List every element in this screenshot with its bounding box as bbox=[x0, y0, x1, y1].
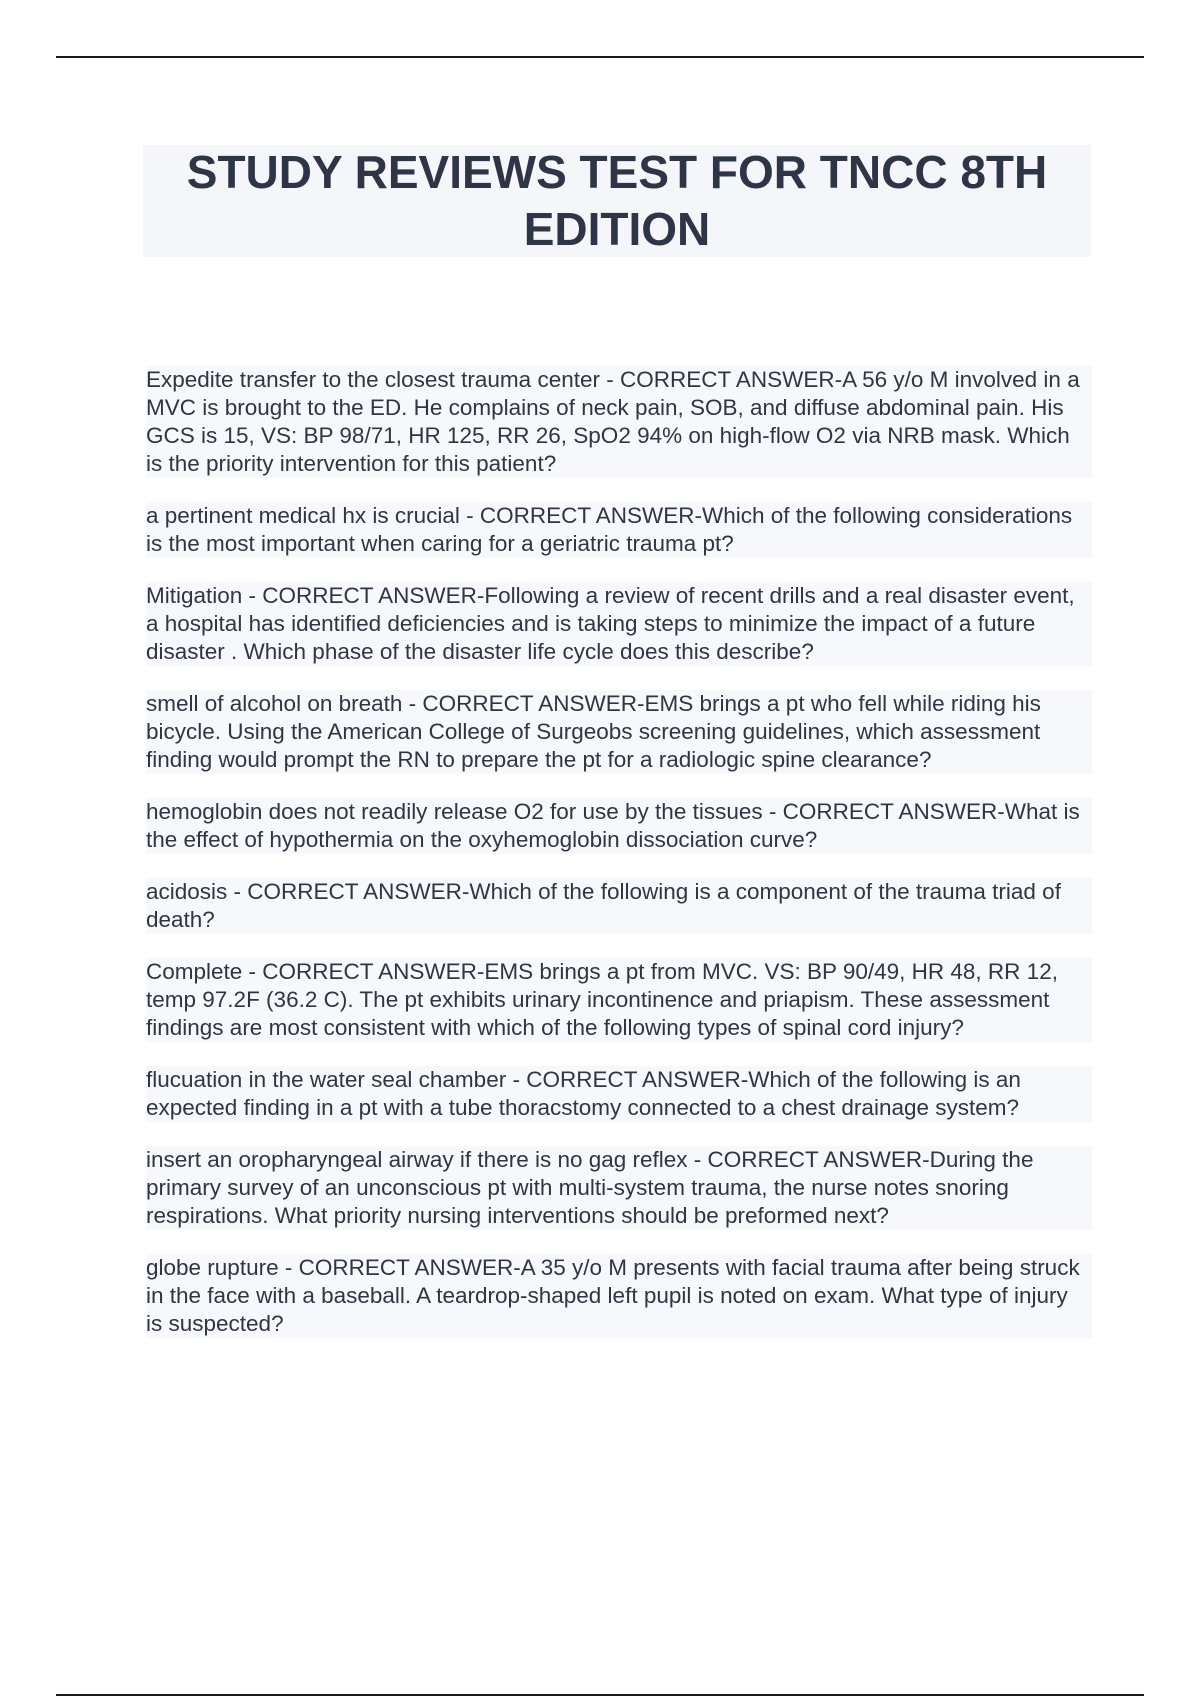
document-title: STUDY REVIEWS TEST FOR TNCC 8TH EDITION bbox=[186, 146, 1048, 255]
qa-item: hemoglobin does not readily release O2 for use by the tissues - CORRECT ANSWER-What is the effect of hypothermia on the oxyhemoglobin dissociation curve? bbox=[146, 798, 1092, 854]
qa-item: acidosis - CORRECT ANSWER-Which of the following is a component of the trauma triad of death? bbox=[146, 878, 1092, 934]
qa-item: Mitigation - CORRECT ANSWER-Following a review of recent drills and a real disaster event, a hospital has identified deficiencies and is taking steps to minimize the impact of a future disaster . Which phase of the disaster life cycle does this describe? bbox=[146, 582, 1092, 666]
qa-item: Expedite transfer to the closest trauma center - CORRECT ANSWER-A 56 y/o M involved in a MVC is brought to the ED. He complains of neck pain, SOB, and diffuse abdominal pain. His GCS is 15, VS: BP 98/71, HR 125, RR 26, SpO2 94% on high-flow O2 via NRB mask. Which is the priority intervention for this patient? bbox=[146, 366, 1092, 478]
qa-list bbox=[146, 366, 1092, 1362]
qa-item: insert an oropharyngeal airway if there is no gag reflex - CORRECT ANSWER-During the primary survey of an unconscious pt with multi-system trauma, the nurse notes snoring respirations. What priority nursing interventions should be preformed next? bbox=[146, 1146, 1092, 1230]
top-divider bbox=[56, 56, 1144, 58]
qa-item: globe rupture - CORRECT ANSWER-A 35 y/o M presents with facial trauma after being struck in the face with a baseball. A teardrop-shaped left pupil is noted on exam. What type of injury is suspected? bbox=[146, 1254, 1092, 1338]
qa-item: Complete - CORRECT ANSWER-EMS brings a pt from MVC. VS: BP 90/49, HR 48, RR 12, temp 97.2F (36.2 C). The pt exhibits urinary incontinence and priapism. These assessment findings are most consistent with which of the following types of spinal cord injury? bbox=[146, 958, 1092, 1042]
title-banner bbox=[143, 145, 1091, 257]
qa-item: flucuation in the water seal chamber - CORRECT ANSWER-Which of the following is an expected finding in a pt with a tube thoracstomy connected to a chest drainage system? bbox=[146, 1066, 1092, 1122]
bottom-divider bbox=[56, 1694, 1144, 1696]
qa-item: a pertinent medical hx is crucial - CORRECT ANSWER-Which of the following considerations is the most important when caring for a geriatric trauma pt? bbox=[146, 502, 1092, 558]
qa-item: smell of alcohol on breath - CORRECT ANSWER-EMS brings a pt who fell while riding his bicycle. Using the American College of Surgeobs screening guidelines, which assessment finding would prompt the RN to prepare the pt for a radiologic spine clearance? bbox=[146, 690, 1092, 774]
